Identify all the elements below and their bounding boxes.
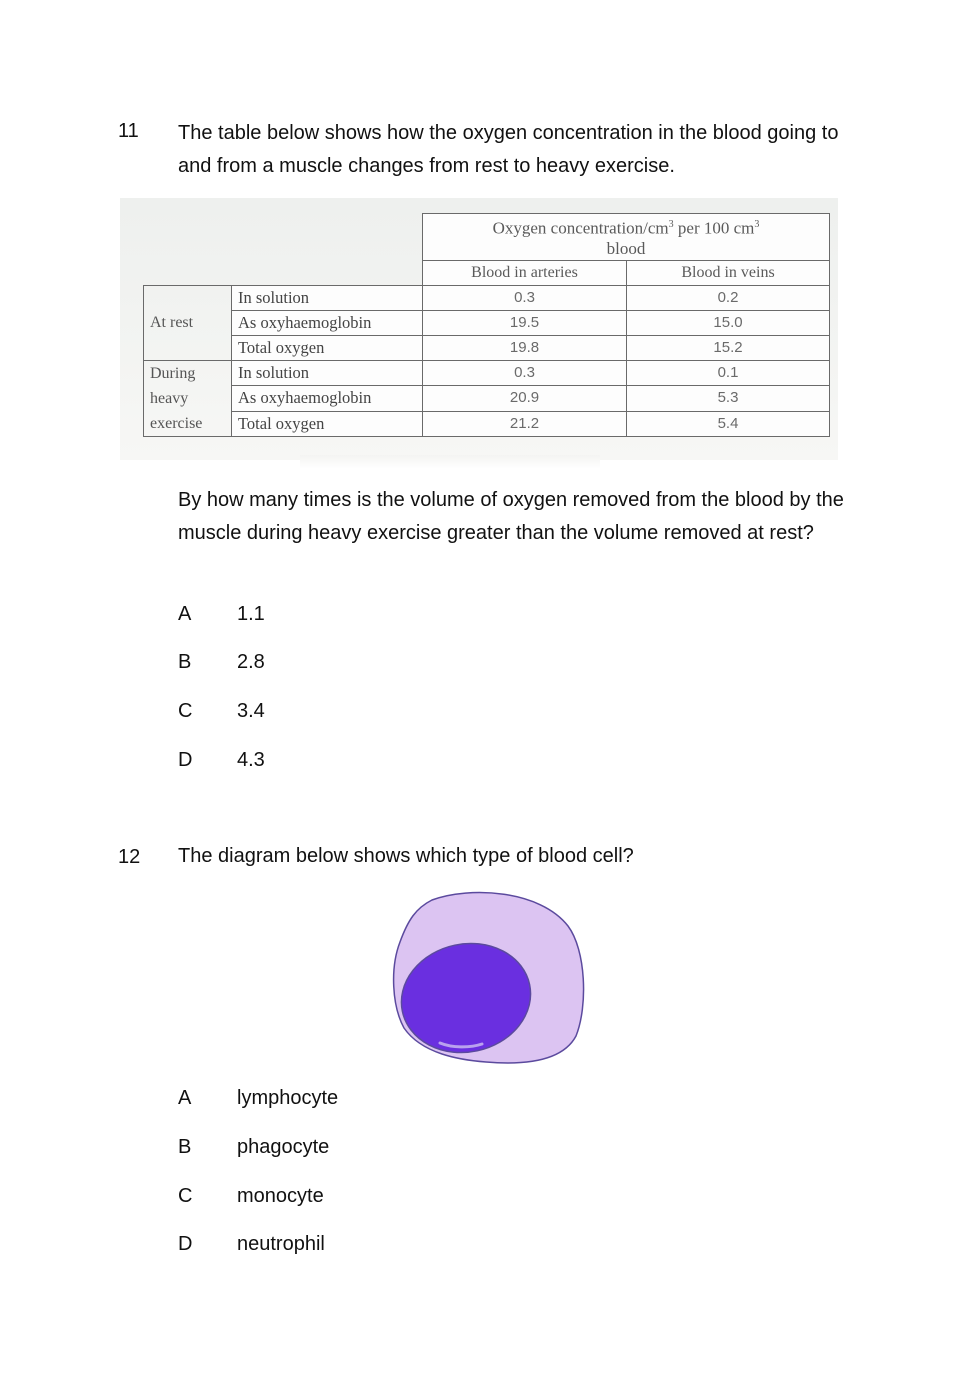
header-blood-in-veins: Blood in veins — [627, 261, 830, 286]
cell-veins: 15.0 — [627, 311, 830, 336]
option-text: phagocyte — [237, 1136, 330, 1158]
table-row — [144, 361, 830, 386]
cell-veins: 0.2 — [627, 286, 830, 311]
option-text: neutrophil — [237, 1233, 325, 1255]
option-text: 1.1 — [237, 603, 265, 625]
question-11-stem: The table below shows how the oxygen concentration in the blood going to and from a muscle changes from rest to heavy exercise. — [178, 122, 839, 177]
oxygen-concentration-table — [143, 213, 830, 437]
option-letter: B — [178, 651, 192, 673]
cell-veins: 5.3 — [627, 386, 830, 411]
table-subheader-row — [144, 261, 830, 286]
table-row — [144, 411, 830, 436]
row-label: As oxyhaemoglobin — [232, 386, 423, 411]
option-letter: A — [178, 603, 192, 625]
option-letter: B — [178, 1136, 192, 1158]
cell-arteries: 0.3 — [423, 361, 627, 386]
row-label: Total oxygen — [232, 336, 423, 361]
option-text: 4.3 — [237, 749, 265, 771]
row-label: In solution — [232, 286, 423, 311]
cell-arteries: 19.5 — [423, 311, 627, 336]
blood-cell-diagram — [390, 888, 590, 1070]
row-label: As oxyhaemoglobin — [232, 311, 423, 336]
option-text: 2.8 — [237, 651, 265, 673]
cell-arteries: 20.9 — [423, 386, 627, 411]
option-letter: D — [178, 749, 193, 771]
header-blood-in-arteries: Blood in arteries — [423, 261, 627, 286]
table-row — [144, 336, 830, 361]
option-letter: A — [178, 1087, 192, 1109]
option-letter: D — [178, 1233, 193, 1255]
option-text: 3.4 — [237, 700, 265, 722]
header-oxygen-concentration: Oxygen concentration/$cm^3$ per 100 $cm^3$ blood — [423, 214, 830, 261]
scan-fade — [300, 455, 600, 469]
option-letter: C — [178, 1185, 193, 1207]
question-12-number: 12 — [118, 846, 141, 868]
question-11-number: 11 — [118, 120, 139, 142]
cell-veins: 5.4 — [627, 411, 830, 436]
question-11-prompt: By how many times is the volume of oxygen removed from the blood by the muscle during heavy exercise greater than the volume removed at rest? — [178, 489, 844, 544]
option-text: monocyte — [237, 1185, 324, 1207]
cell-arteries: 0.3 — [423, 286, 627, 311]
row-label: Total oxygen — [232, 411, 423, 436]
table-row — [144, 386, 830, 411]
cell-veins: 0.1 — [627, 361, 830, 386]
table-row — [144, 311, 830, 336]
option-text: lymphocyte — [237, 1087, 339, 1109]
cell-arteries: 19.8 — [423, 336, 627, 361]
cell-veins: 15.2 — [627, 336, 830, 361]
option-letter: C — [178, 700, 193, 722]
row-label: In solution — [232, 361, 423, 386]
group-label-heavy-exercise: During heavy exercise — [144, 361, 232, 437]
group-label-at-rest: At rest — [144, 286, 232, 361]
table-row — [144, 286, 830, 311]
table-header-row — [144, 214, 830, 261]
question-12-stem: The diagram below shows which type of blood cell? — [178, 845, 634, 867]
cell-arteries: 21.2 — [423, 411, 627, 436]
